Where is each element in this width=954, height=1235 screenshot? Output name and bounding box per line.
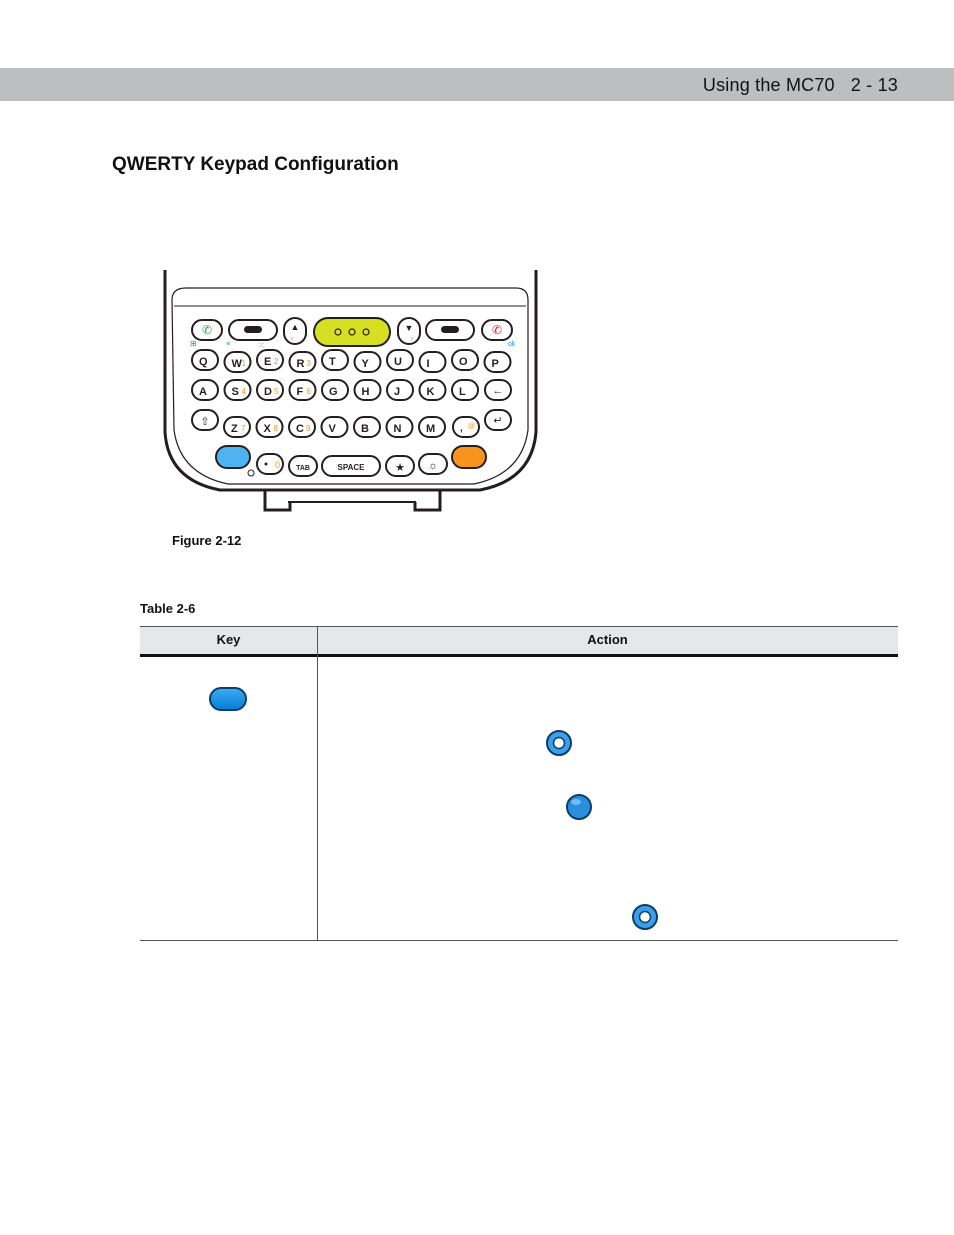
key-alt-label-e: 2 (274, 357, 279, 366)
figure-caption: Figure 2-12 (172, 533, 242, 548)
key-label-x: X (263, 423, 271, 435)
key-label-b: B (361, 423, 369, 435)
key-alt-label-z: 7 (241, 424, 246, 433)
running-header (703, 75, 898, 96)
shift-icon: ⇧ (200, 416, 210, 428)
at-glyph: @ (468, 423, 476, 430)
key-alt-label-w: 1 (241, 359, 246, 368)
key-label-v: V (328, 423, 336, 435)
backlight-icon: ☼ (427, 460, 439, 472)
keypad-icon: ⁙ (258, 341, 265, 350)
key-label-j: J (394, 386, 401, 398)
right-arrow-icon: › (410, 333, 414, 343)
up-arrow-icon: ▲ (290, 322, 300, 332)
key-label-u: U (394, 356, 402, 368)
section-title: QWERTY Keypad Configuration (112, 154, 399, 175)
key-alt-label-f: 6 (306, 387, 311, 396)
blue-key (216, 446, 250, 468)
comma-glyph: , (460, 423, 463, 434)
table-header-row (140, 626, 898, 655)
enter-icon: ↵ (493, 415, 503, 427)
key-label-a: A (199, 386, 207, 398)
menu-icon: ≡ (226, 341, 231, 348)
key-label-c: C (296, 423, 304, 435)
key-alt-label-r: 3 (306, 359, 311, 368)
key-label-k: K (426, 386, 435, 398)
key-label-n: N (393, 423, 402, 435)
key-label-g: G (329, 386, 338, 398)
key-label-w: W (231, 358, 242, 370)
key-i (420, 352, 446, 372)
key-alt-label-x: 8 (273, 424, 278, 433)
table-bottom-rule (140, 940, 898, 941)
down-arrow-icon: ▼ (404, 323, 414, 333)
star-icon: ★ (395, 462, 405, 474)
device-foot-left (265, 490, 290, 510)
key-label-z: Z (231, 423, 238, 435)
blue-key-indicator-icon-2 (630, 902, 660, 932)
key-alt-label-s: 4 (241, 387, 246, 396)
key-label-i: I (426, 358, 430, 370)
key-label-h: H (361, 386, 370, 398)
key-label-r: R (296, 358, 305, 370)
column-header-action: Action (587, 632, 628, 647)
key-label-e: E (264, 356, 272, 368)
phone-red-icon: ✆ (491, 323, 503, 337)
ok-icon: ok (508, 341, 516, 348)
key-label-f: F (296, 386, 304, 398)
left-arrow-icon: ‹ (290, 333, 294, 343)
space-label: SPACE (337, 463, 365, 472)
key-label-o: O (459, 356, 468, 368)
key-label-d: D (264, 386, 272, 398)
tab-label: TAB (296, 465, 310, 472)
key-label-t: T (329, 356, 336, 368)
header-section: Using the MC70 (702, 75, 835, 95)
windows-icon: ⊞ (190, 339, 197, 348)
blue-key-locked-indicator-icon (564, 792, 594, 822)
key-alt-label-d: 5 (274, 387, 279, 396)
key-label-s: S (231, 386, 239, 398)
device-foot-right (415, 490, 440, 510)
key-label-y: Y (361, 358, 369, 370)
orange-key (452, 446, 486, 468)
qwerty-keypad-figure (160, 262, 544, 518)
key-label-q: Q (199, 356, 208, 368)
column-header-key: Key (216, 632, 241, 647)
blue-key-icon (209, 687, 247, 711)
table-caption: Table 2-6 (140, 601, 196, 616)
key-label-m: M (426, 423, 436, 435)
header-rule (140, 654, 898, 657)
key-alt-label-c: 9 (306, 424, 311, 433)
key-action-table (140, 626, 898, 941)
column-rule (317, 626, 318, 941)
phone-green-icon: ✆ (201, 323, 213, 337)
key-label-l: L (459, 386, 466, 398)
zero-label: 0 (275, 460, 281, 470)
blue-key-indicator-icon (544, 728, 574, 758)
page-number: 2 - 13 (850, 75, 898, 95)
backspace-icon: ← (492, 385, 504, 397)
key-label-p: P (491, 358, 499, 370)
action-key (314, 318, 390, 346)
